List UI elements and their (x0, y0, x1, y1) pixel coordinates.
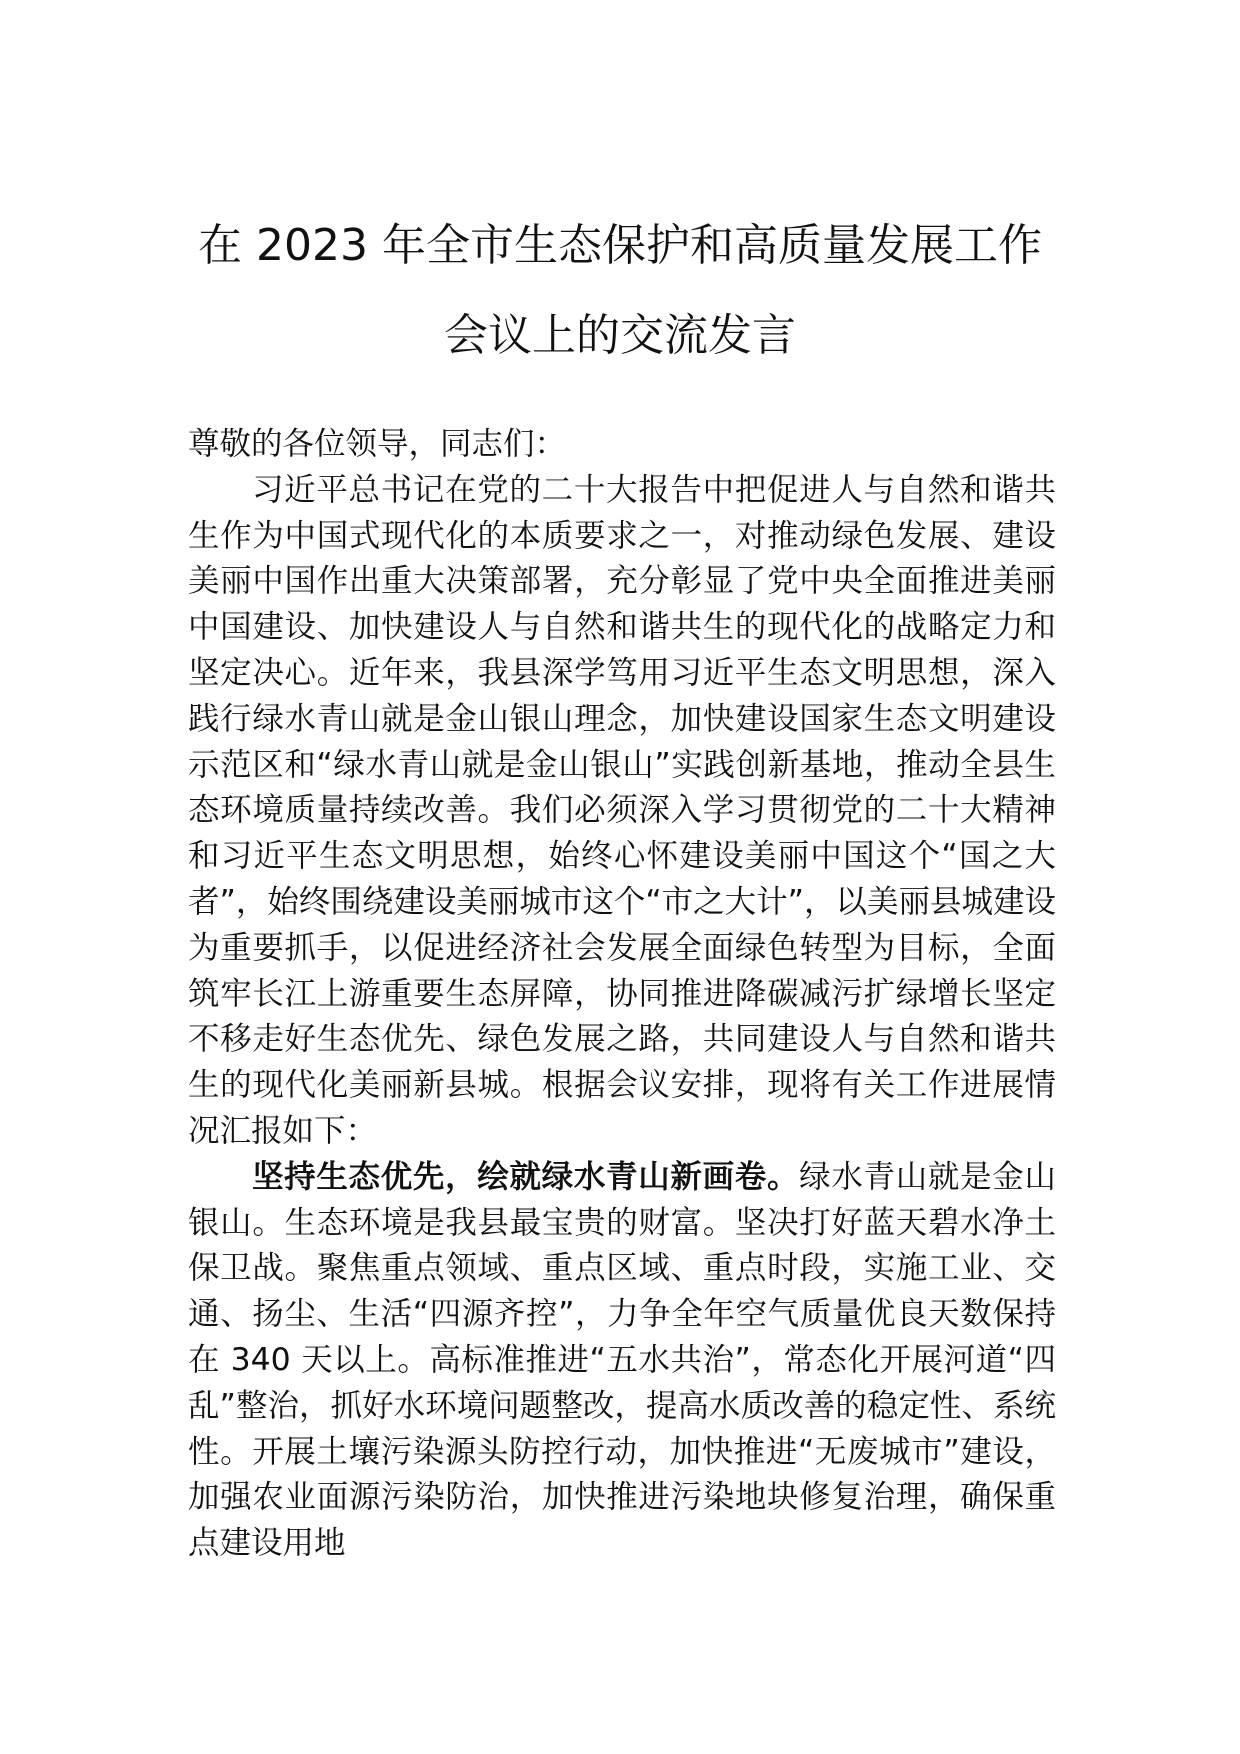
document-title-line-1: 在 2023 年全市生态保护和高质量发展工作 (198, 220, 1042, 271)
salutation: 尊敬的各位领导，同志们： (188, 426, 567, 462)
section-body-ecology-priority: 绿水青山就是金山银山。生态环境是我县最宝贵的财富。坚决打好蓝天碧水净土保卫战。聚焦重点领域、重点区域、重点时段，实施工业、交通、扬尘、生活“四源齐控”，力争全年空气质量优良天数保持在 340 天以上。高标准推进“五水共治”，常态化开展河道“四乱”整治，抓好水环境问题整改，提高水质改善的稳定性、系统性。开展土壤污染源头防控行动，加快推进“无废城市”建设，加强农业面源污染防治，加快推进污染地块修复治理，确保重点建设用地 (188, 1158, 1056, 1562)
document-title-line-2: 会议上的交流发言 (444, 310, 796, 361)
section-heading-ecology-priority: 坚持生态优先，绘就绿水青山新画卷。 (252, 1158, 800, 1195)
paragraph-intro: 习近平总书记在党的二十大报告中把促进人与自然和谐共生作为中国式现代化的本质要求之一，对推动绿色发展、建设美丽中国作出重大决策部署，充分彰显了党中央全面推进美丽中国建设、加快建设人与自然和谐共生的现代化的战略定力和坚定决心。近年来，我县深学笃用习近平生态文明思想，深入践行绿水青山就是金山银山理念，加快建设国家生态文明建设示范区和“绿水青山就是金山银山”实践创新基地，推动全县生态环境质量持续改善。我们必须深入学习贯彻党的二十大精神和习近平生态文明思想，始终心怀建设美丽中国这个“国之大者”，始终围绕建设美丽城市这个“市之大计”，以美丽县城建设为重要抓手，以促进经济社会发展全面绿色转型为目标，全面筑牢长江上游重要生态屏障，协同推进降碳减污扩绿增长坚定不移走好生态优先、绿色发展之路，共同建设人与自然和谐共生的现代化美丽新县城。根据会议安排，现将有关工作进展情况汇报如下： (188, 471, 1056, 1149)
document-body (188, 422, 1056, 1567)
paragraph-section-1 (188, 1155, 1056, 1567)
